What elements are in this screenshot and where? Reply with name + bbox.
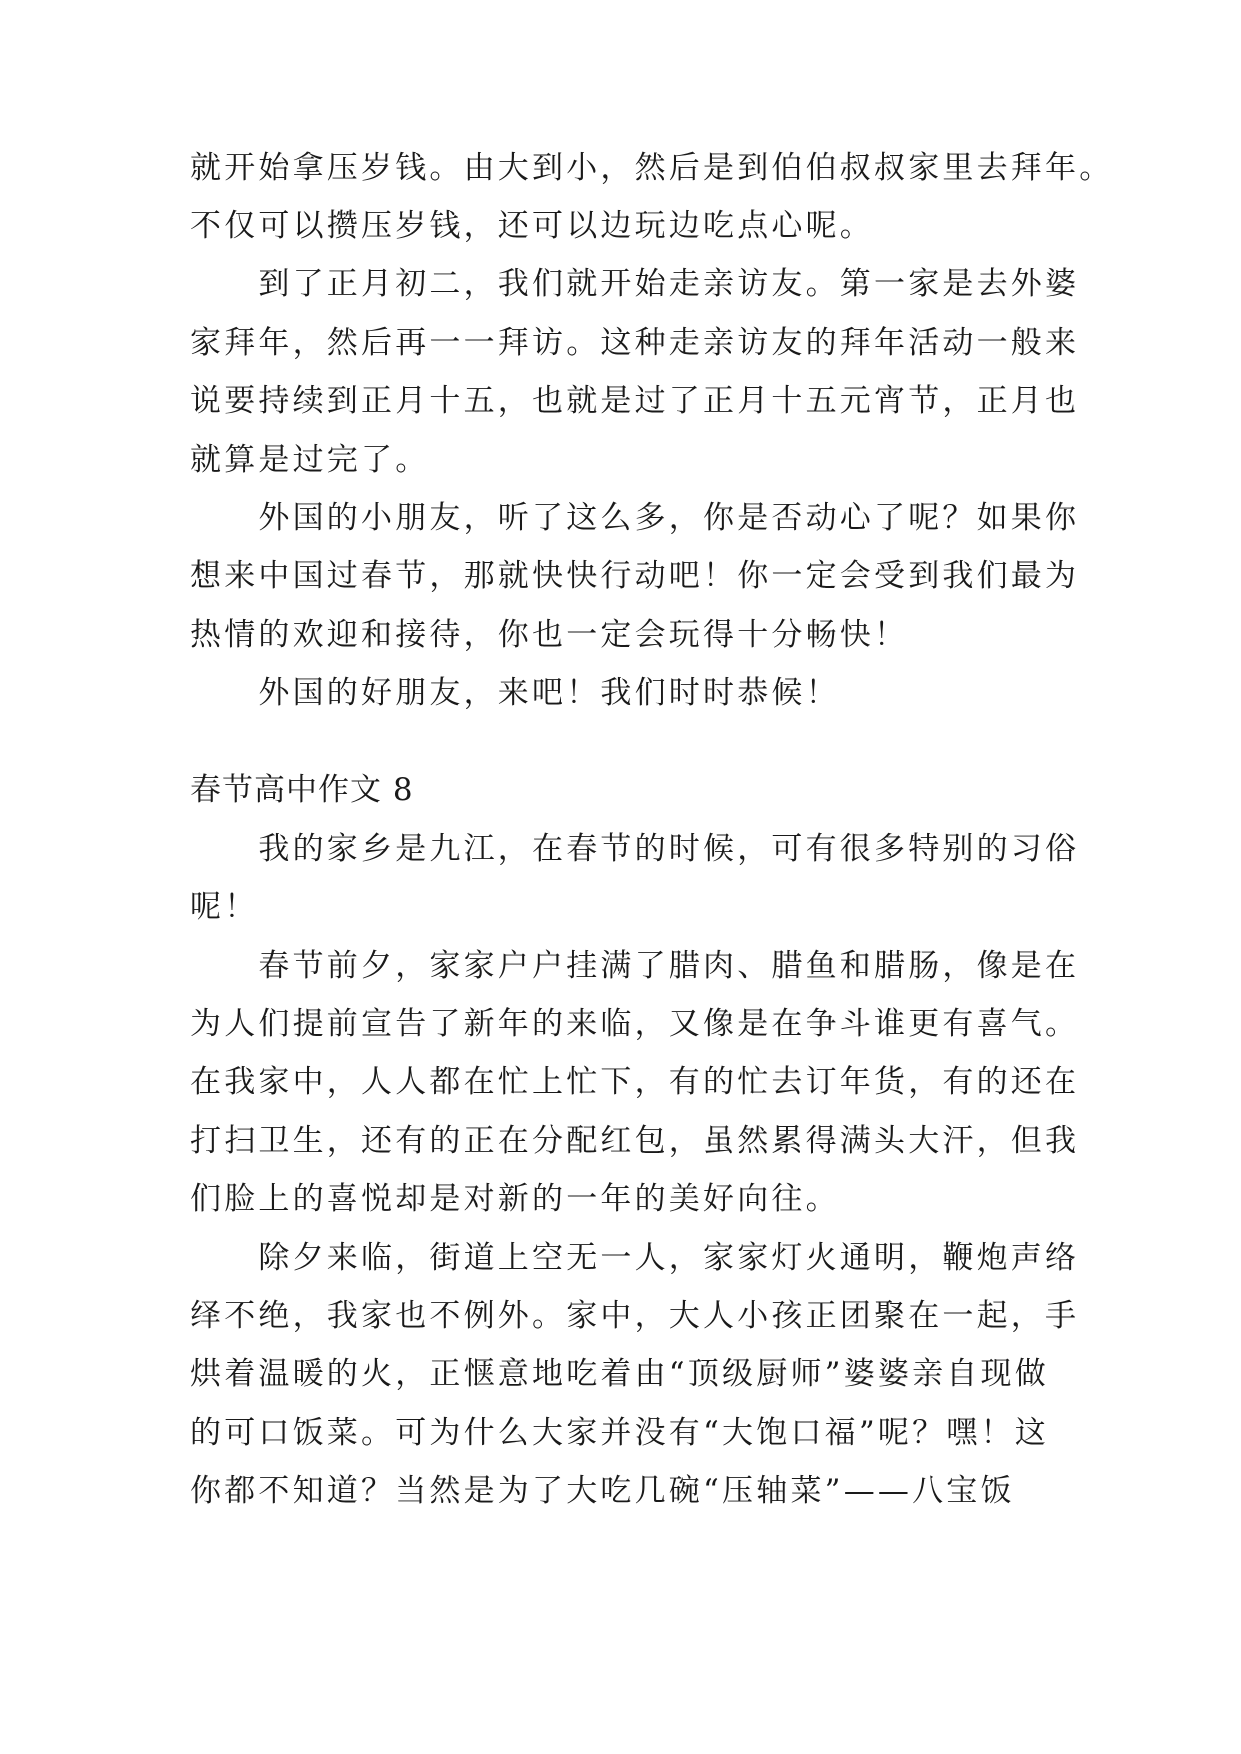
- text-line: 你都不知道？当然是为了大吃几碗“压轴菜”——八宝饭: [190, 1473, 1015, 1509]
- text-line: 的可口饭菜。可为什么大家并没有“大饱口福”呢？嘿！这: [190, 1415, 1049, 1451]
- text-line: 就开始拿压岁钱。由大到小，然后是到伯伯叔叔家里去拜年。: [190, 150, 1114, 186]
- section-title: 春节高中作文 8: [190, 772, 414, 808]
- text-line: 想来中国过春节，那就快快行动吧！你一定会受到我们最为: [190, 558, 1080, 594]
- text-line: 除夕来临，街道上空无一人，家家灯火通明，鞭炮声络: [190, 1240, 1080, 1276]
- text-line: 们脸上的喜悦却是对新的一年的美好向往。: [190, 1181, 840, 1217]
- text-line: 烘着温暖的火，正惬意地吃着由“顶级厨师”婆婆亲自现做: [190, 1356, 1049, 1392]
- text-line: 在我家中，人人都在忙上忙下，有的忙去订年货，有的还在: [190, 1064, 1080, 1100]
- text-line: 到了正月初二，我们就开始走亲访友。第一家是去外婆: [190, 266, 1080, 302]
- text-line: 打扫卫生，还有的正在分配红包，虽然累得满头大汗，但我: [190, 1123, 1080, 1159]
- text-line: 春节前夕，家家户户挂满了腊肉、腊鱼和腊肠，像是在: [190, 948, 1080, 984]
- text-line: 外国的小朋友，听了这么多，你是否动心了呢？如果你: [190, 500, 1080, 536]
- text-line: 说要持续到正月十五，也就是过了正月十五元宵节，正月也: [190, 383, 1080, 419]
- text-line: 绎不绝，我家也不例外。家中，大人小孩正团聚在一起，手: [190, 1298, 1080, 1334]
- text-line: 为人们提前宣告了新年的来临，又像是在争斗谁更有喜气。: [190, 1006, 1080, 1042]
- text-line: 呢！: [190, 889, 259, 925]
- text-line: 家拜年，然后再一一拜访。这种走亲访友的拜年活动一般来: [190, 325, 1080, 361]
- text-line: 不仅可以攒压岁钱，还可以边玩边吃点心呢。: [190, 208, 874, 244]
- text-line: 我的家乡是九江，在春节的时候，可有很多特别的习俗: [190, 831, 1080, 867]
- text-line: 热情的欢迎和接待，你也一定会玩得十分畅快！: [190, 617, 909, 653]
- text-line: 外国的好朋友，来吧！我们时时恭候！: [190, 675, 840, 711]
- text-line: 就算是过完了。: [190, 442, 430, 478]
